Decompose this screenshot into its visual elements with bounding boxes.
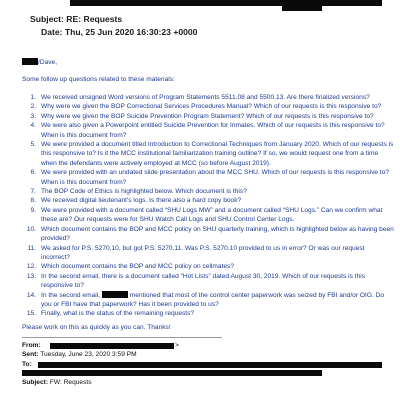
from-label: From: (22, 342, 41, 349)
redaction-from (50, 343, 174, 349)
email-date-line (41, 27, 197, 37)
intro-text: Some follow up questions related to these materials: (22, 76, 175, 83)
list-item: 14. In the second email, mentioned that most of the control center paperwork was seized by FBI and/or OIG. Do you or FBI have that paperwork? Has it been provided to us? (26, 291, 385, 308)
list-item: 8. We received digital lieutenant's logs. Is there also a hard copy book? (30, 197, 242, 205)
date-label: Date: (41, 27, 63, 37)
list-item: 13. In the second email, there is a document called “Hot Lists” dated August 30, 2019. Which of our requests is this responsive to? (26, 272, 366, 290)
to-label: To: (22, 361, 32, 368)
list-item: 1. We received unsigned Word versions of Program Statements 5511.08 and 5500.13. Are there finalized versions? (30, 94, 370, 101)
redaction-bar-header-2 (282, 6, 322, 11)
redaction-bar-header-1 (70, 0, 382, 6)
list-item: 4. We were also given a Powerpoint entitled Suicide Prevention for Inmates. Which of our requests is this responsive to? When is this document from? (30, 122, 385, 139)
closing-text: Please work on this as quickly as you can. Thanks! (22, 324, 171, 331)
forward-divider (22, 337, 222, 338)
from-suffix: > (175, 342, 179, 349)
list-item: 9. We were provided with a document called “SHU Logs MW” and a document called “SHU Logs.” Can we confirm what these are? Our requests were for SHU Watch Call Logs and SHU Control Center Logs. (30, 206, 383, 224)
list-item: 7. The BOP Code of Ethics is highlighted below. Which document is this? (30, 188, 247, 196)
redaction-inline-name (102, 291, 128, 298)
sent-value: Tuesday, June 23, 2020 3:59 PM (40, 351, 137, 358)
sent-label: Sent: (22, 351, 39, 358)
fwd-subject-value: FW: Requests (49, 379, 92, 386)
redaction-to-2 (22, 370, 322, 376)
list-item: 6. We were provided with an undated slide presentation about the MCC SHU. Which of our requests is this responsive to? When is this document from? (30, 169, 390, 186)
redaction-salutation (22, 58, 38, 65)
list-item: 3. Why were we given the BOP Suicide Prevention Program Statement? Which of our requests is this responsive to? (30, 112, 374, 120)
list-item: 5. We were provided a document titled Introduction to Correctional Techniques from January 2020. Which of our requests is this responsive to? Is it the MCC institutional familiarization training outline? If so, we would request one from a time when the defendants were actively employed at MCC (so before August 2019). (30, 141, 394, 167)
list-item: 2. Why were we given the BOP Correctional Services Procedures Manual? Which of our requests is this responsive to? (30, 103, 382, 111)
questions-list (22, 93, 394, 319)
redaction-to-1 (38, 362, 382, 368)
salutation: /Dave, (22, 58, 390, 67)
forwarded-from-line (22, 341, 41, 350)
list-item: 15. Finally, what is the status of the remaining requests? (26, 310, 195, 318)
subject-label: Subject: (30, 14, 64, 24)
forwarded-sent-line (22, 350, 137, 359)
fwd-subject-label: Subject: (22, 379, 49, 386)
list-item: 11. We asked for P.S. 5270.10, but got P.S. 5270.11. Was P.S. 5270.10 provided to us in error? Or was our request incorrect? (27, 244, 365, 261)
email-subject-line (30, 14, 122, 24)
forwarded-to-line (22, 360, 32, 369)
date-value: Thu, 25 Jun 2020 16:30:23 +0000 (64, 27, 198, 37)
list-item: 10. Which document contains the BOP and MCC policy on SHU quarterly training, which is highlighted below as having been provided? (26, 225, 394, 243)
forwarded-subject-line (22, 378, 92, 387)
subject-value: RE: Requests (66, 14, 123, 24)
list-item: 12. Which document contains the BOP and MCC policy on cellmates? (26, 263, 235, 271)
